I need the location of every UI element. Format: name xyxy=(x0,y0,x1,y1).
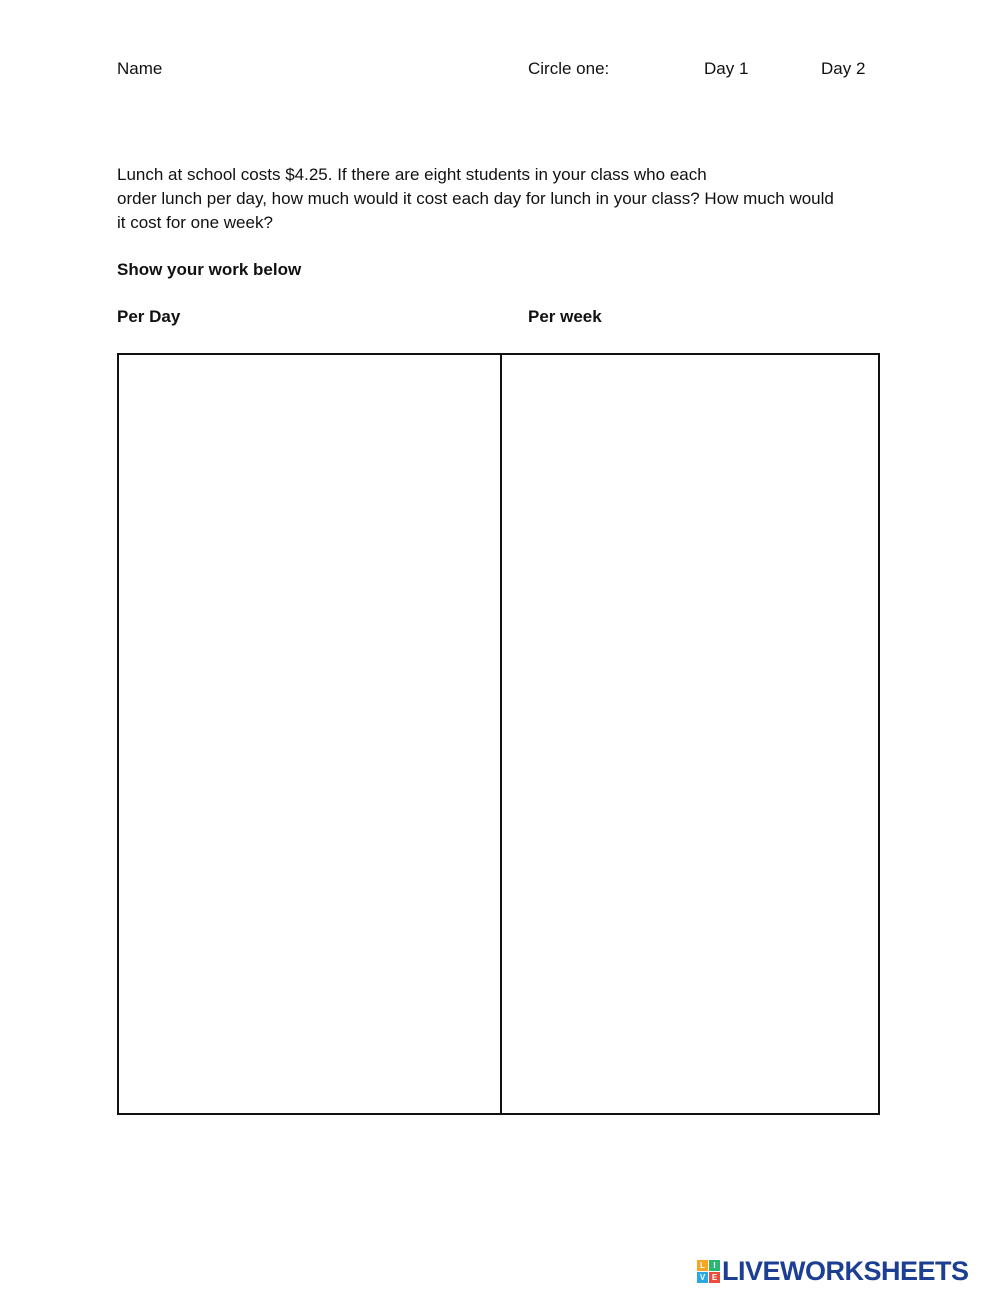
logo-wordmark: LIVEWORKSHEETS xyxy=(722,1255,969,1286)
instructions-heading: Show your work below xyxy=(117,260,302,279)
per-day-work-area[interactable] xyxy=(119,355,502,1113)
name-label: Name xyxy=(117,59,163,78)
work-table xyxy=(117,353,880,1115)
day-1-option: Day 1 xyxy=(704,59,749,78)
question-text xyxy=(117,163,834,235)
liveworksheets-logo xyxy=(697,1256,969,1286)
logo-letter: V xyxy=(697,1272,708,1283)
question-line: order lunch per day, how much would it cost each day for lunch in your class? How much would xyxy=(117,189,834,208)
question-line: Lunch at school costs $4.25. If there are eight students in your class who each xyxy=(117,165,707,184)
logo-letter: L xyxy=(697,1260,708,1271)
logo-letter-grid-icon xyxy=(697,1260,720,1283)
question-line: it cost for one week? xyxy=(117,213,273,232)
day-2-option: Day 2 xyxy=(821,59,866,78)
circle-one-label: Circle one: xyxy=(528,59,610,78)
per-day-heading: Per Day xyxy=(117,307,181,326)
logo-letter: E xyxy=(709,1272,720,1283)
per-week-heading: Per week xyxy=(528,307,602,326)
per-week-work-area[interactable] xyxy=(502,355,878,1113)
logo-letter: I xyxy=(709,1260,720,1271)
